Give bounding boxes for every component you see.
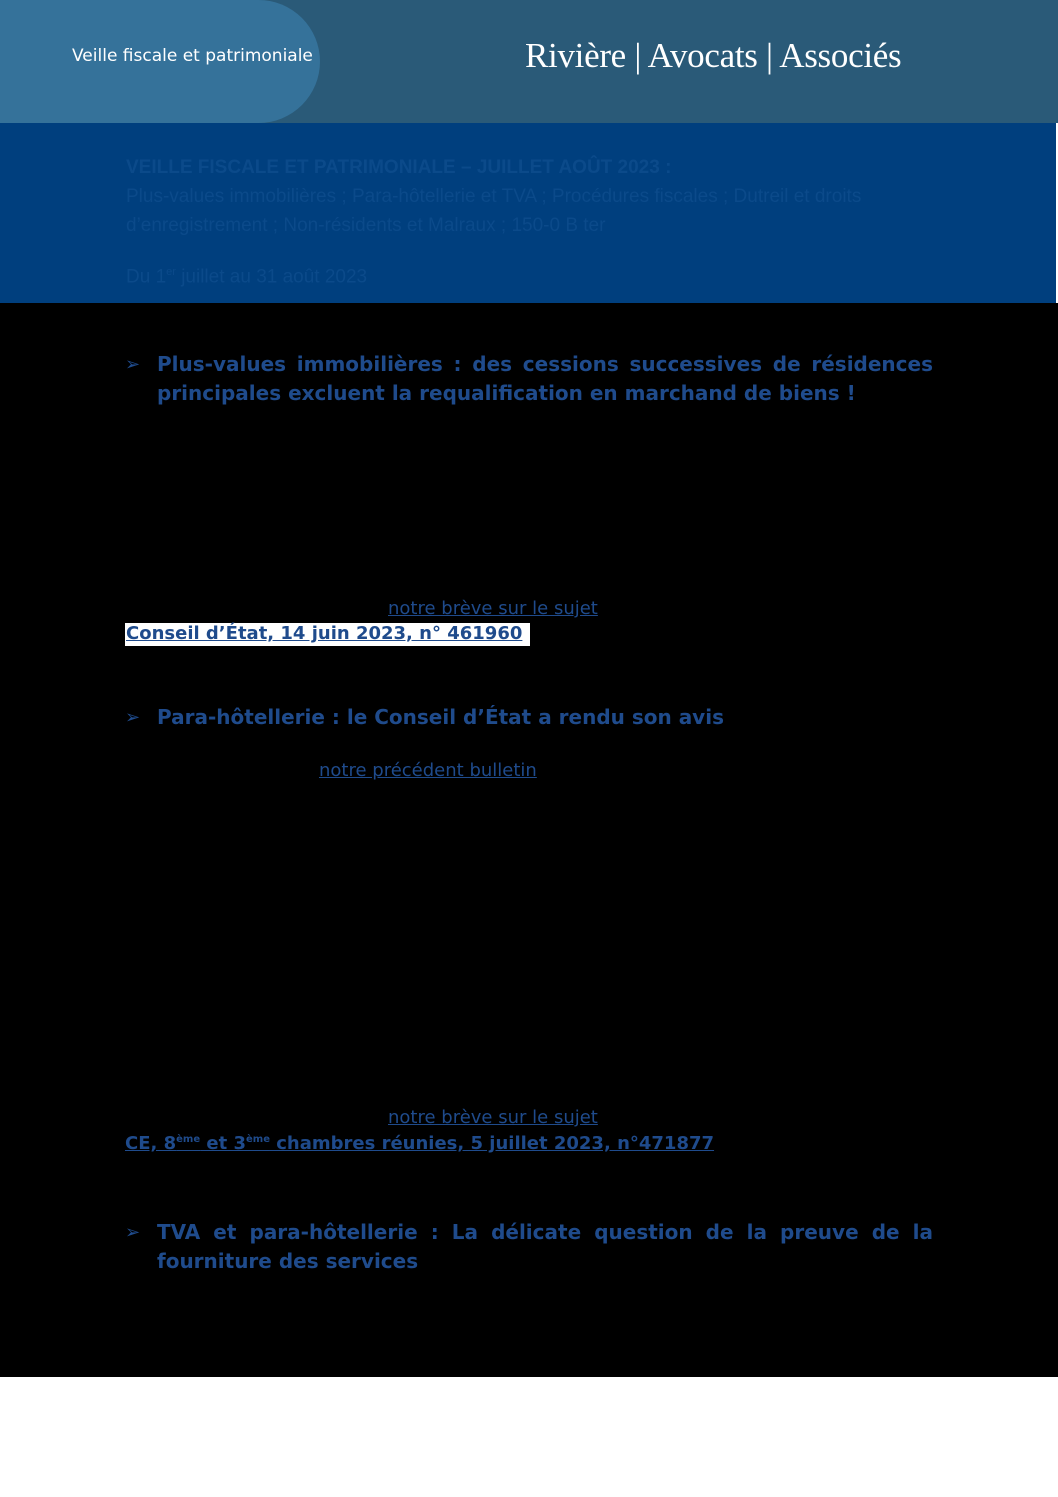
section-title: Plus-values immobilières : des cessions successives de résidences principales excluent la requalification en marchand de biens ! — [157, 352, 933, 405]
brief-link[interactable]: notre brève sur le sujet — [388, 1107, 598, 1128]
ce-ref-sup: ème — [246, 1134, 270, 1145]
firm-logo: Rivière | Avocats | Associés — [525, 36, 902, 75]
newsletter-heading: VEILLE FISCALE ET PATRIMONIALE – JUILLET AOÛT 2023 : — [126, 157, 672, 178]
brief-link[interactable]: notre brève sur le sujet — [388, 598, 598, 619]
conseil-etat-decision-link[interactable]: Conseil d’État, 14 juin 2023, n° 461960 — [125, 623, 530, 646]
date-range-start: Du 1 — [126, 266, 167, 288]
ce-decision-link[interactable] — [125, 1133, 714, 1154]
previous-bulletin-link[interactable]: notre précédent bulletin — [319, 760, 537, 781]
arrow-bullet-icon: ➢ — [125, 354, 141, 375]
ce-ref-part: et 3 — [200, 1133, 246, 1154]
ce-ref-sup: ème — [176, 1134, 201, 1145]
newsletter-topics: Plus-values immobilières ; Para-hôtellerie et TVA ; Procédures fiscales ; Dutreil et droits d’enregistrement ; Non-résidents et Malraux ; 150-0 B ter — [126, 186, 862, 236]
section-title: Para-hôtellerie : le Conseil d’État a rendu son avis — [157, 705, 724, 729]
date-range — [126, 266, 367, 288]
ce-ref-part: chambres réunies, 5 juillet 2023, n°471877 — [269, 1133, 715, 1154]
section-title: TVA et para-hôtellerie : La délicate question de la preuve de la fourniture des services — [157, 1220, 933, 1273]
date-range-sup: er — [166, 266, 176, 278]
content-area — [0, 303, 1058, 1377]
arrow-bullet-icon: ➢ — [125, 707, 141, 728]
header-tag: Veille fiscale et patrimoniale — [72, 46, 313, 66]
date-range-end: juillet au 31 août 2023 — [175, 266, 368, 288]
arrow-bullet-icon: ➢ — [125, 1222, 141, 1243]
newsletter-title — [126, 153, 936, 240]
title-band — [0, 123, 1056, 303]
ce-ref-part: CE, 8 — [125, 1133, 177, 1154]
